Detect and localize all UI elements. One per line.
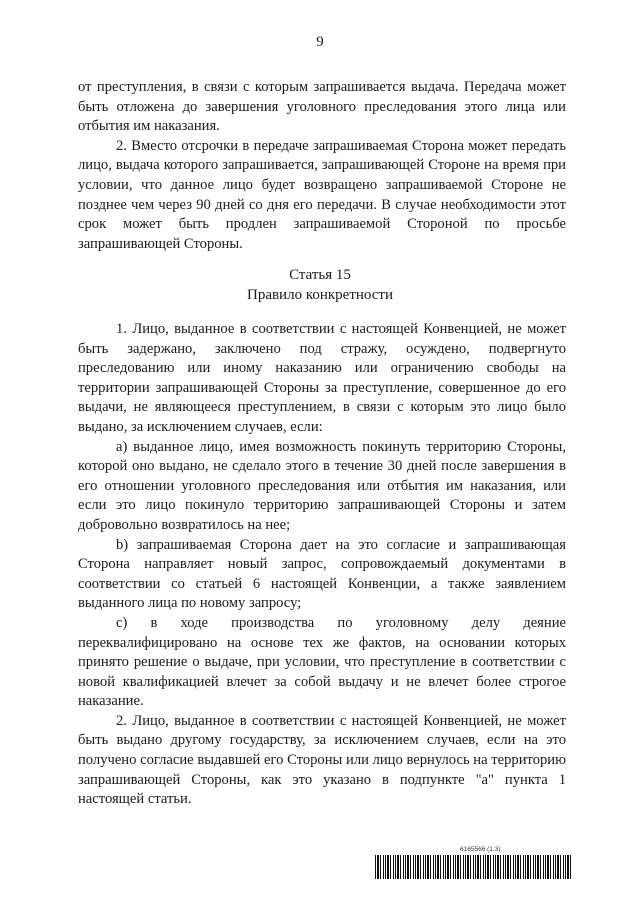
paragraph: b) запрашиваемая Сторона дает на это согласие и запрашивающая Сторона направляет новый запрос, сопровождаемый документами в соответствии со статьей 6 настоящей Конвенции, а также заявлением выданного лица по новому запросу; (78, 536, 566, 612)
paragraph: от преступления, в связи с которым запрашивается выдача. Передача может быть отложена до завершения уголовного преследования этого лица или отбытия им наказания. (78, 79, 566, 135)
article-number: Статья 15 (289, 267, 351, 283)
paragraph: c) в ходе производства по уголовному делу деяние переквалифицировано на основе тех же фактов, на основании которых принято решение о выдаче, при условии, что преступление в соответствии с новой квалификацией влечет за собой выдачу и не влечет более строгое наказание. (78, 614, 566, 710)
page-number: 9 (316, 34, 324, 50)
paragraph: а) выданное лицо, имея возможность покинуть территорию Стороны, которой оно выдано, не сделало этого в течение 30 дней после завершения в его отношении уголовного преследования или отбытия им наказания, или если это лицо покинуло территорию запрашивающей Стороны и затем добровольно возвратилось на нее; (78, 438, 566, 533)
document-code: 6165566 (1.3) (460, 846, 501, 853)
paragraph: 2. Лицо, выданное в соответствии с настоящей Конвенцией, не может быть выдано другому государству, за исключением случаев, если на это получено согласие выдавшей его Стороны или лицо вернулось на территорию запрашивающей Стороны, как это указано в подпункте "а" пункта 1 настоящей статьи. (78, 712, 566, 808)
article-title: Правило конкретности (246, 287, 394, 303)
top-text-block (78, 78, 566, 254)
paragraph: 2. Вместо отсрочки в передаче запрашиваемая Сторона может передать лицо, выдача которого запрашивается, запрашивающей Стороне на время при условии, что данное лицо будет возвращено запрашиваемой Стороне не позднее чем через 90 дней со дня его передачи. В случае необходимости этот срок может быть продлен запрашиваемой Стороной по просьбе запрашивающей Стороны. (78, 137, 566, 252)
paragraph: 1. Лицо, выданное в соответствии с настоящей Конвенцией, не может быть задержано, заключено под стражу, осуждено, подвергнуто преследованию или иному наказанию или ограничению свободы на территории запрашивающей Стороны за преступление, совершенное до его выдачи, не являющееся преступлением, в связи с которым это лицо было выдано, за исключением случаев, если: (78, 321, 566, 435)
main-text-block (78, 320, 566, 810)
barcode-image (375, 855, 571, 879)
